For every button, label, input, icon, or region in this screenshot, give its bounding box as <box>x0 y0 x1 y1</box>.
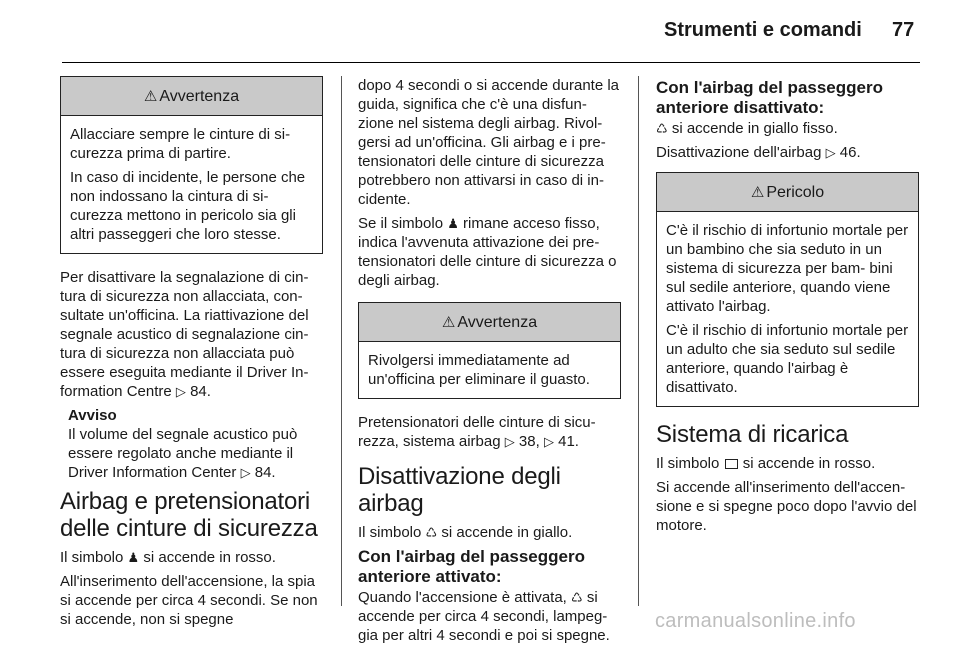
text: rimane acceso fisso, indica l'avvenuta attivazione dei pre- tensionatori delle cinture di sicurezza o degli airbag. <box>358 215 617 289</box>
text: si accende in giallo fisso. <box>667 120 838 137</box>
column-3 <box>656 76 919 540</box>
page-reference-arrow-icon: ▷ <box>825 145 836 160</box>
column-1 <box>60 76 323 634</box>
text: Pretensionatori delle cinture di sicu- rezza, sistema airbag <box>358 414 596 450</box>
page-reference: 41. <box>558 433 579 450</box>
danger-box-title: Pericolo <box>766 183 825 201</box>
page-reference-arrow-icon: ▷ <box>240 465 251 480</box>
paragraph-airbag-symbol <box>60 548 323 567</box>
danger-box-header <box>657 173 918 212</box>
warning-box-title: Avvertenza <box>159 87 240 105</box>
text: si accende in rosso. <box>139 549 276 566</box>
page-reference: 38, <box>518 433 544 450</box>
paragraph-seatbelt-signal <box>60 268 323 401</box>
seatbelt-person-icon: ♟ <box>447 216 459 231</box>
warning-box-header <box>359 303 620 342</box>
airbag-off-icon: ♺ <box>425 525 438 540</box>
paragraph-airbag-ignition: All'inserimento dell'accensione, la spia si accende per circa 4 secondi. Se non si accende, non si spegne <box>60 573 318 628</box>
paragraph-charging-behavior: Si accende all'inserimento dell'accen- sione e si spegne poco dopo l'avvio del motore. <box>656 479 917 534</box>
warning-triangle-icon: ⚠ <box>143 87 158 105</box>
paragraph-airbag-off-symbol <box>358 523 621 542</box>
danger-text-1: C'è il rischio di infortunio mortale per un bambino che sia seduto in un sistema di sicurezza per bam- bini sul sedile anteriore, quando viene attivato l'airbag. <box>666 222 909 315</box>
section-heading-airbag: Airbag e pretensionatori delle cinture di sicurezza <box>60 488 318 542</box>
danger-box <box>656 172 919 407</box>
page-reference-arrow-icon: ▷ <box>504 434 515 449</box>
section-heading-charging-system: Sistema di ricarica <box>656 421 849 448</box>
warning-box-title: Avvertenza <box>457 313 538 331</box>
column-divider-2 <box>638 76 639 606</box>
warning-box-seatbelt <box>60 76 323 254</box>
text: Per disattivare la segnalazione di cin- tura di sicurezza non allacciata, con- sultate un'officina. La riattivazione del segnale acustico di segnalazione cin- tura di sicurezza non allacciata può essere eseguita mediante il Driver In- formation Centre <box>60 269 309 400</box>
text: Se il simbolo <box>358 215 448 232</box>
seatbelt-person-icon: ♟ <box>127 550 140 565</box>
paragraph-airbag-activated <box>358 214 621 290</box>
paragraph-airbag-deactivated <box>656 119 919 138</box>
warning-box-header <box>61 77 322 116</box>
airbag-off-icon: ♺ <box>656 121 668 136</box>
warning-box-workshop <box>358 302 621 399</box>
note-text <box>60 425 323 482</box>
warning-triangle-icon: ⚠ <box>750 183 765 201</box>
page-reference: 84. <box>190 383 211 400</box>
warning-text-1: Allacciare sempre le cinture di si- curezza prima di partire. <box>70 126 291 162</box>
text: Il simbolo <box>60 549 128 566</box>
paragraph-charging-symbol <box>656 454 919 473</box>
page-header-title: Strumenti e comandi <box>664 19 862 41</box>
paragraph-airbag-fault: dopo 4 secondi o si accende durante la guida, significa che c'è una disfun- zione nel sistema degli airbag. Rivol- gersi ad un'officina. Gli airbag e i pre- tensionatori delle cinture di sicurezza potrebbero non attivarsi in caso di in- cidente. <box>358 77 620 208</box>
warning-text-2: In caso di incidente, le persone che non indossano la cintura di si- curezza mettono in pericolo sia gli altri passeggeri che loro stesse. <box>70 169 306 243</box>
danger-text-2: C'è il rischio di infortunio mortale per un adulto che sia seduto sul sedile anteriore, quando l'airbag è disattivato. <box>666 322 909 396</box>
page-reference: 84. <box>254 464 276 481</box>
text: Il volume del segnale acustico può essere regolato anche mediante il Driver Information Center <box>68 426 298 481</box>
text: Disattivazione dell'airbag <box>656 144 826 161</box>
battery-icon <box>725 459 738 469</box>
text: Il simbolo <box>656 455 724 472</box>
section-heading-airbag-deactivation: Disattivazione degli airbag <box>358 463 561 517</box>
page-reference-arrow-icon: ▷ <box>543 434 554 449</box>
text: si accende in giallo. <box>437 524 573 541</box>
page-number: 77 <box>892 19 915 41</box>
airbag-off-icon: ♺ <box>571 590 583 605</box>
text: Quando l'accensione è attivata, <box>358 589 572 606</box>
paragraph-pretensioners <box>358 413 621 451</box>
subheading-airbag-activated: Con l'airbag del passeggero anteriore attivato: <box>358 547 585 586</box>
watermark: carmanualsonline.info <box>655 610 856 632</box>
column-divider-1 <box>341 76 342 606</box>
page-reference-arrow-icon: ▷ <box>175 384 186 399</box>
header-divider <box>62 62 920 63</box>
text: Il simbolo <box>358 524 426 541</box>
text: si accende in rosso. <box>738 455 876 472</box>
warning-triangle-icon: ⚠ <box>441 313 456 331</box>
page-reference: 46. <box>839 144 861 161</box>
column-2 <box>358 76 621 650</box>
paragraph-airbag-activated-behavior <box>358 588 621 645</box>
note-title: Avviso <box>68 407 117 424</box>
text: si accende per circa 4 secondi, lampeg- gia per altri 4 secondi e poi si spegne. <box>358 589 610 644</box>
paragraph-airbag-deactivation-ref <box>656 143 919 162</box>
subheading-airbag-deactivated: Con l'airbag del passeggero anteriore disattivato: <box>656 78 883 117</box>
warning-text: Rivolgersi immediatamente ad un'officina per eliminare il guasto. <box>368 352 590 388</box>
